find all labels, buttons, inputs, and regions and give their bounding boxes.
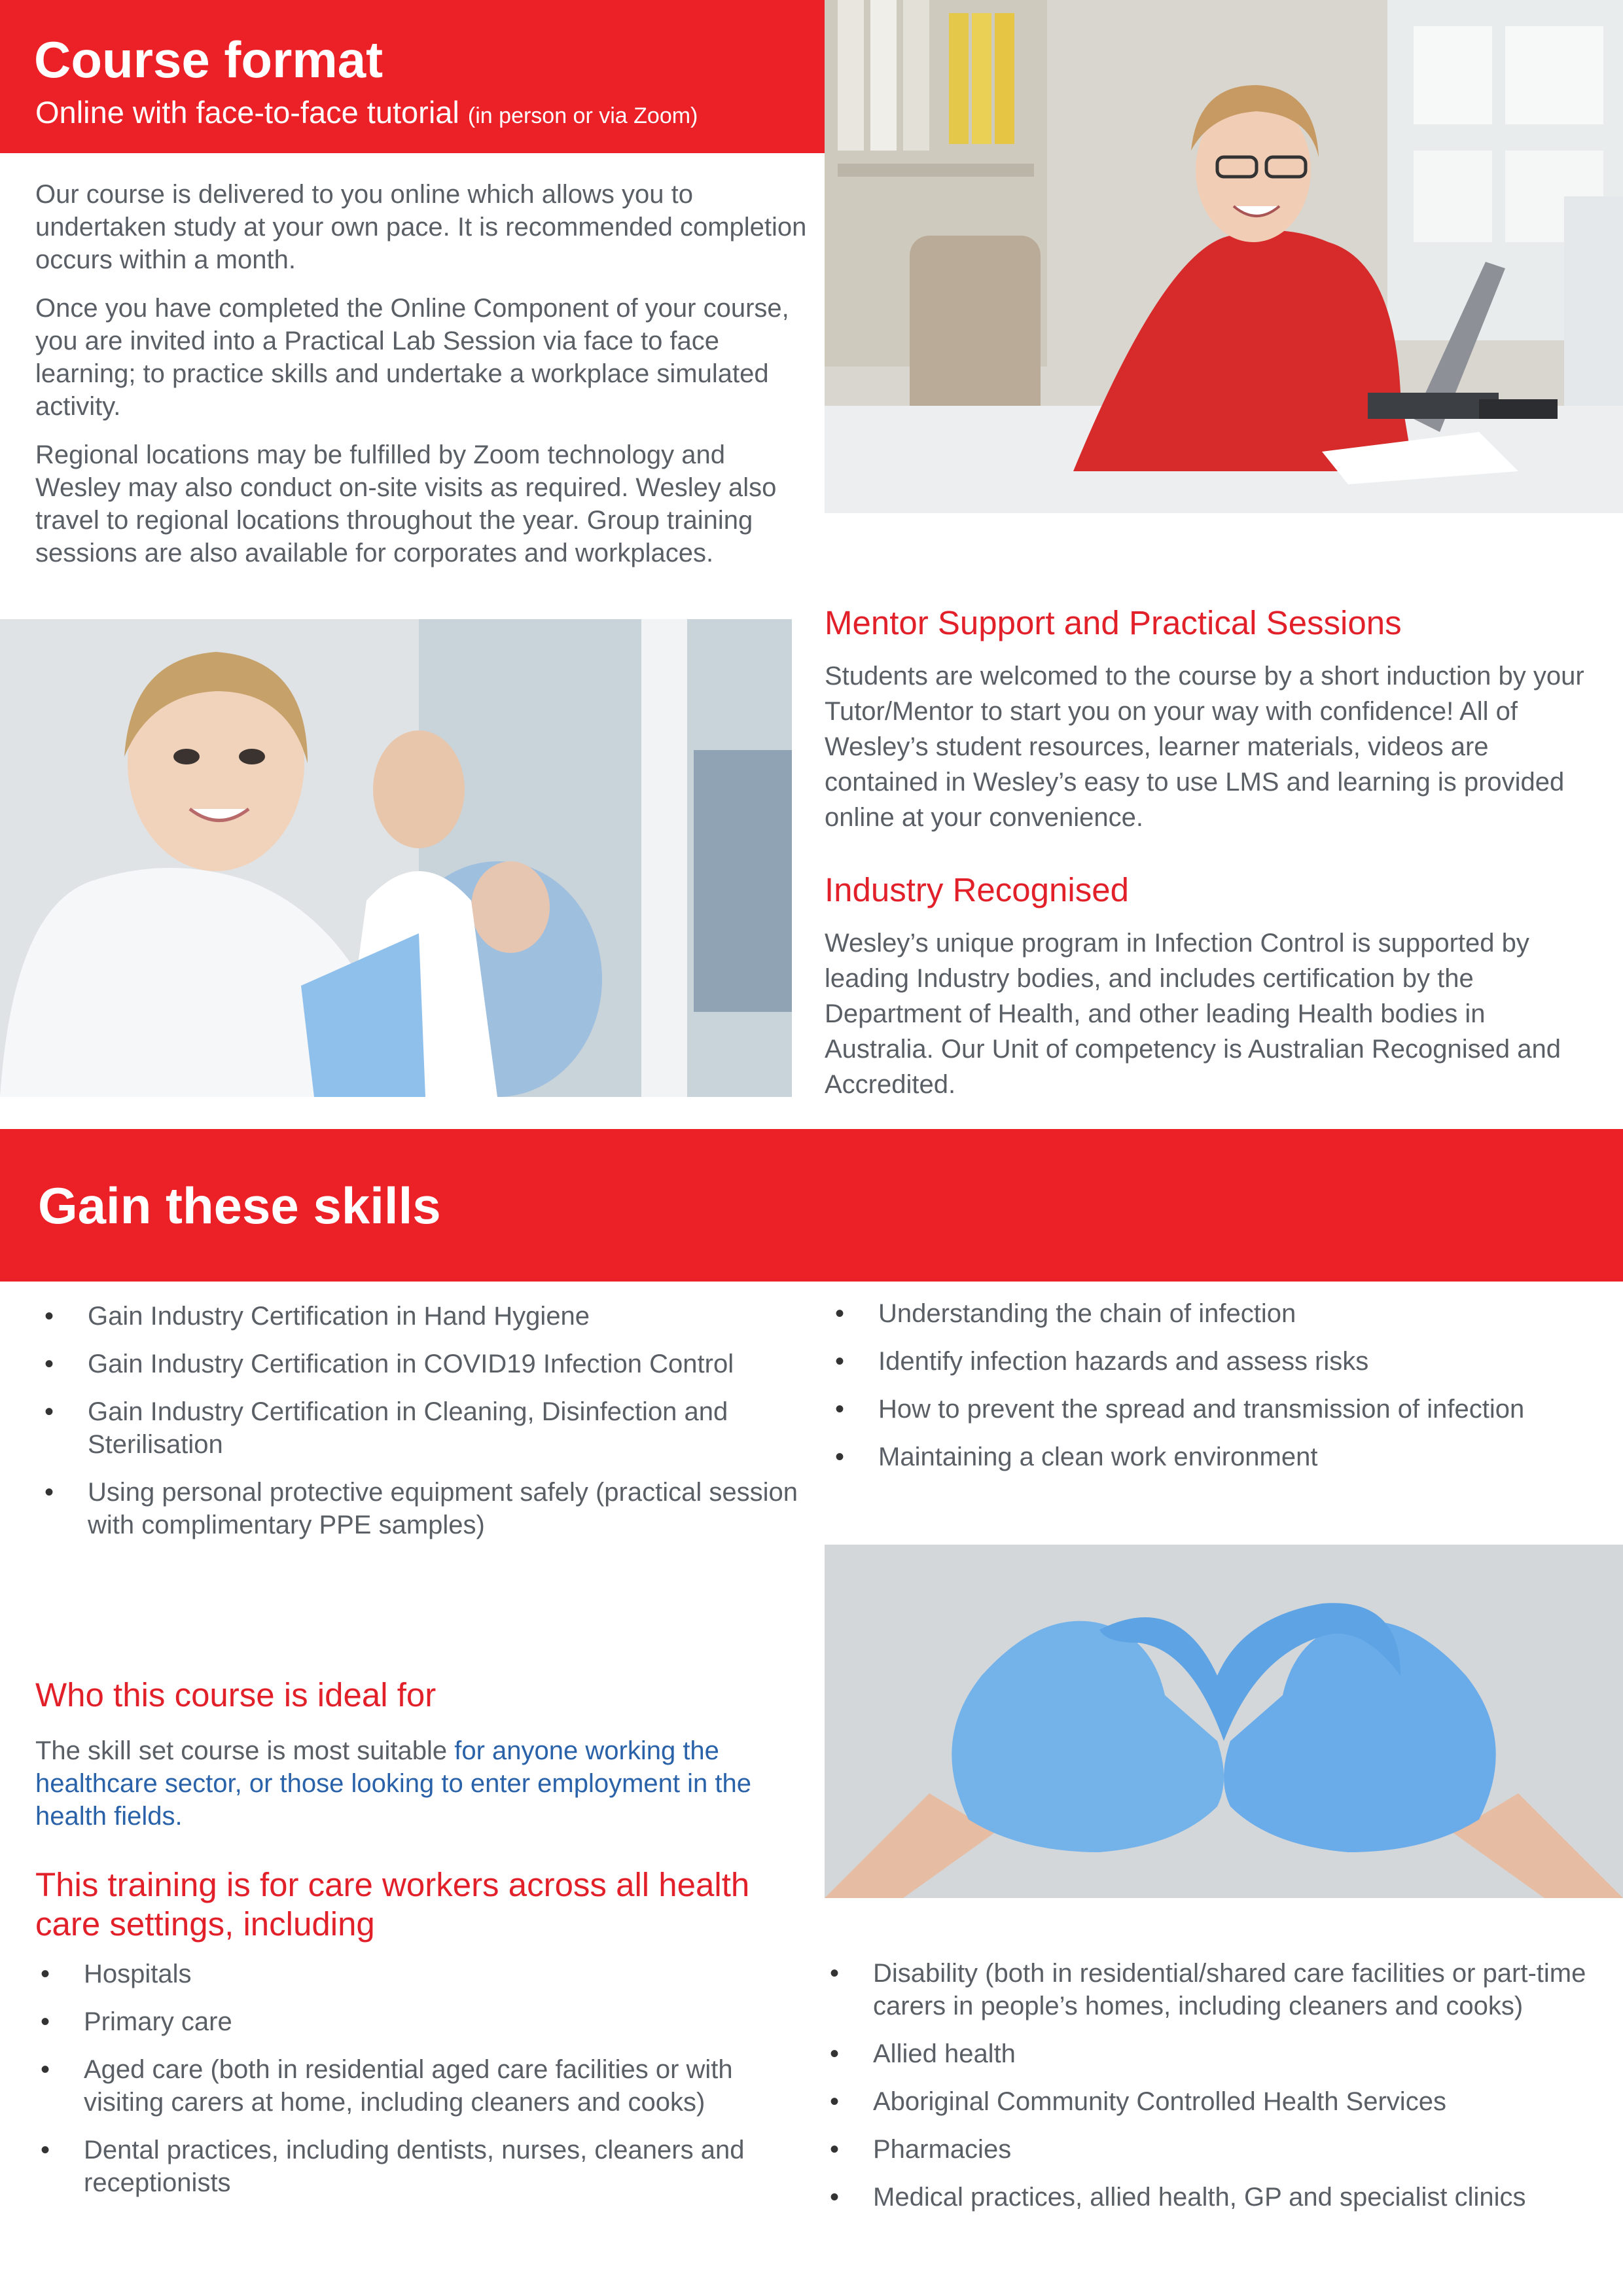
list-item: • Aboriginal Community Controlled Health Services (821, 2085, 1606, 2118)
training-list-right (821, 1957, 1606, 2229)
student-at-laptop-photo (825, 0, 1623, 513)
mentor-heading: Mentor Support and Practical Sessions (825, 604, 1402, 641)
ideal-text (35, 1734, 808, 1833)
ideal-text-plain: The skill set course is most suitable (35, 1736, 455, 1765)
industry-text: Wesley’s unique program in Infection Control is supported by leading Industry bodies, and includes certification by the Department of Health, and other leading Health bodies in Australia. Our Unit of competency is Australian Recognised and Accredited. (825, 929, 1561, 1099)
skills-header (0, 1129, 1623, 1282)
list-item: • Gain Industry Certification in Hand Hygiene (35, 1300, 801, 1333)
course-format-paragraph: Regional locations may be fulfilled by Zoom technology and Wesley may also conduct on-site visits as required. Wesley also travel to regional locations throughout the year. Group training sessions are also available for corporates and workplaces. (35, 440, 777, 567)
list-item: • Identify infection hazards and assess risks (826, 1345, 1598, 1378)
course-format-body (35, 178, 808, 585)
list-item: • Medical practices, allied health, GP and specialist clinics (821, 2181, 1606, 2214)
ideal-heading: Who this course is ideal for (35, 1676, 437, 1713)
course-format-title: Course format (34, 31, 383, 88)
course-format-paragraph: Our course is delivered to you online which allows you to undertaken study at your own pace. It is recommended completion occurs within a month. (35, 180, 807, 274)
ideal-text-highlight: for anyone working the healthcare sector, or those looking to enter employment in the health fields. (35, 1736, 751, 1831)
list-item: • Gain Industry Certification in Cleaning, Disinfection and Sterilisation (35, 1395, 801, 1461)
list-item: • Using personal protective equipment safely (practical session with complimentary PPE samples) (35, 1476, 801, 1541)
list-item: • Allied health (821, 2037, 1606, 2070)
list-item: • Aged care (both in residential aged care facilities or with visiting carers at home, including cleaners and cooks) (31, 2053, 804, 2119)
list-item: • Pharmacies (821, 2133, 1606, 2166)
list-item: • Gain Industry Certification in COVID19 Infection Control (35, 1348, 801, 1380)
list-item: • Primary care (31, 2005, 804, 2038)
list-item: • Disability (both in residential/shared care facilities or part-time carers in people’s homes, including cleaners and cooks) (821, 1957, 1606, 2022)
skills-list-left (35, 1300, 801, 1556)
subtitle-main: Online with face-to-face tutorial (35, 95, 459, 130)
list-item: • Hospitals (31, 1958, 804, 1990)
skills-list-right (826, 1297, 1598, 1488)
course-format-subtitle (35, 97, 698, 128)
training-list-left (31, 1958, 804, 2214)
list-item: • Understanding the chain of infection (826, 1297, 1598, 1330)
dental-nurse-photo (0, 619, 792, 1097)
industry-heading: Industry Recognised (825, 871, 1129, 908)
course-format-header (0, 0, 825, 153)
subtitle-note: (in person or via Zoom) (467, 103, 698, 128)
skills-title: Gain these skills (38, 1177, 441, 1234)
mentor-text: Students are welcomed to the course by a short induction by your Tutor/Mentor to start you on your way with confidence! All of Wesley’s student resources, learner materials, videos are contained in Wesley’s easy to use LMS and learning is provided online at your convenience. (825, 662, 1584, 832)
list-item: • How to prevent the spread and transmission of infection (826, 1393, 1598, 1426)
gloved-hands-heart-photo (825, 1545, 1623, 1898)
training-heading: This training is for care workers across all health care settings, including (35, 1866, 750, 1943)
list-item: • Maintaining a clean work environment (826, 1441, 1598, 1473)
course-format-paragraph: Once you have completed the Online Component of your course, you are invited into a Practical Lab Session via face to face learning; to practice skills and undertake a workplace simulated activity. (35, 294, 789, 421)
list-item: • Dental practices, including dentists, nurses, cleaners and receptionists (31, 2134, 804, 2199)
